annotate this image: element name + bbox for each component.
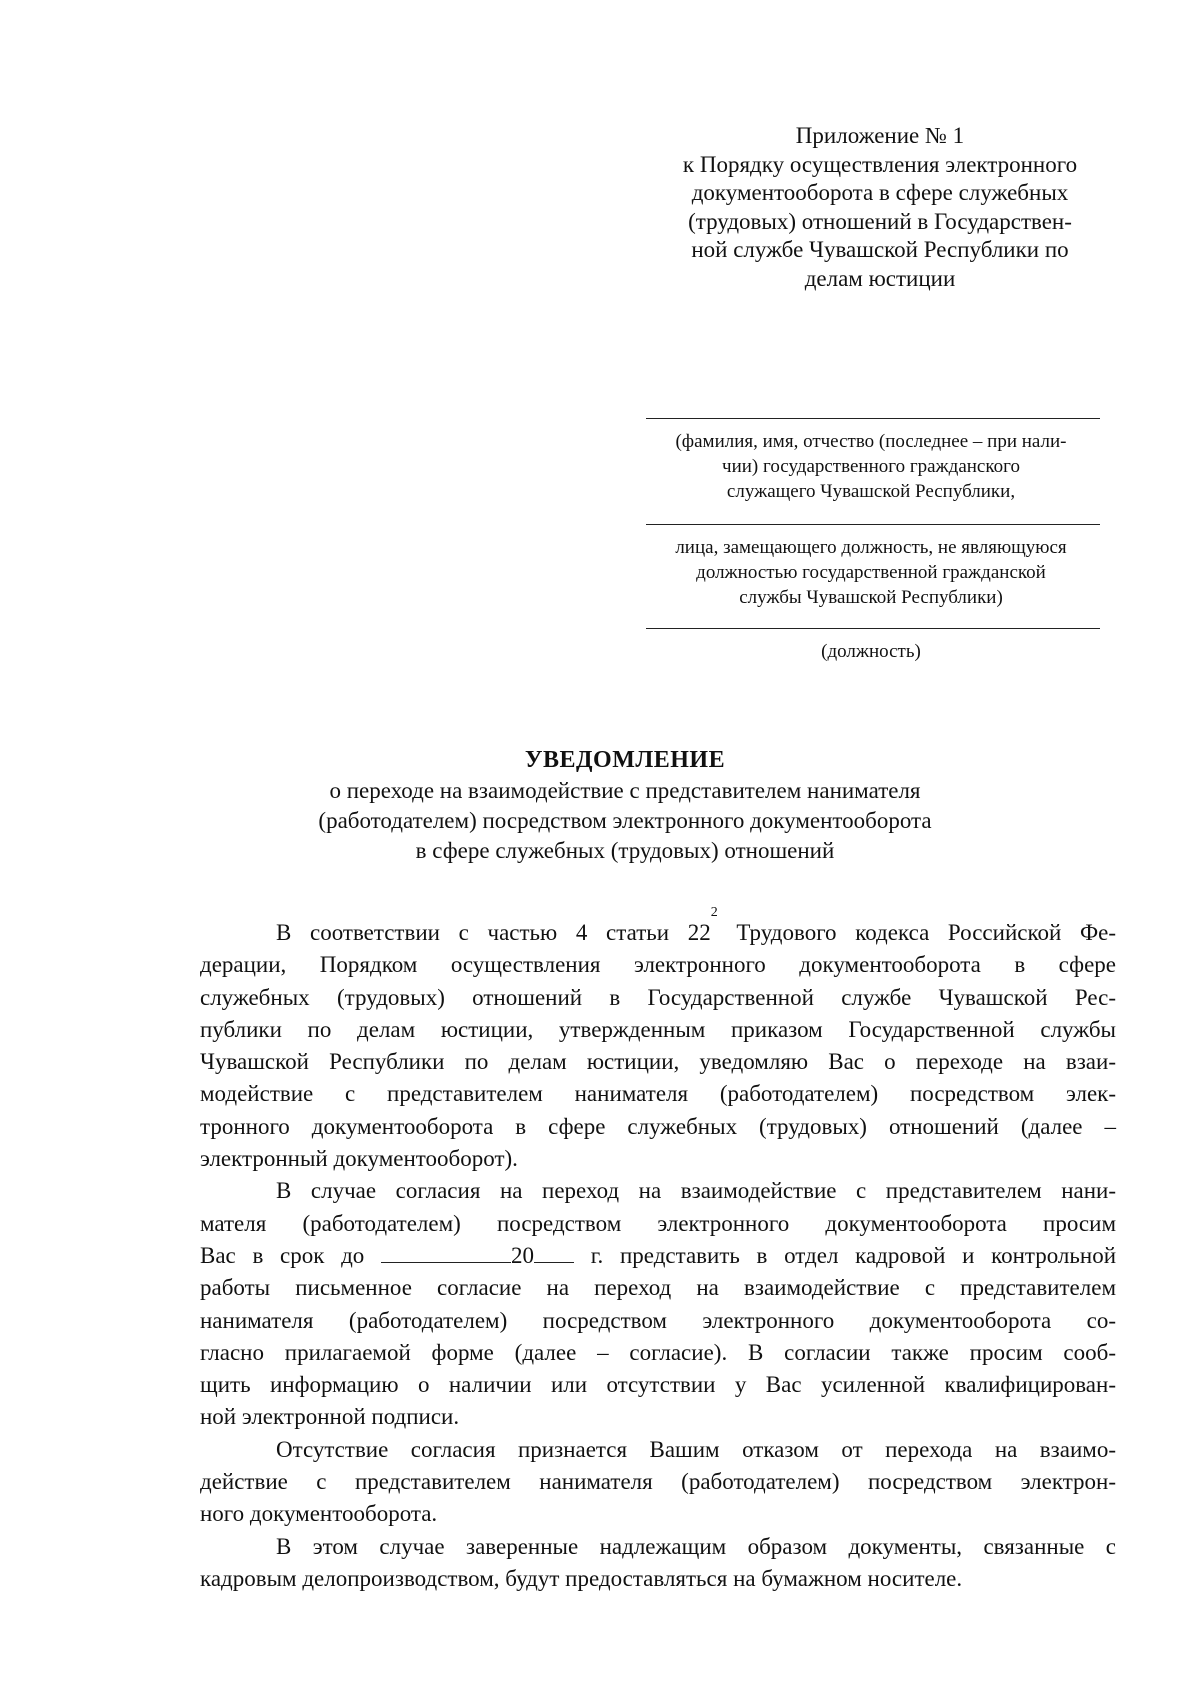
- field-caption: (должность): [821, 641, 921, 662]
- document-subtitle-line: в сфере служебных (трудовых) отношений: [415, 838, 835, 863]
- text-line: В соответствии с частью 4 статьи 22$^2$ Трудового кодекса Российской Фе-: [276, 905, 1116, 945]
- recipient-position-field: [636, 628, 1106, 664]
- text-line: кадровым делопроизводством, будут предоставляться на бумажном носителе.: [200, 1565, 963, 1591]
- fill-in-line: [646, 418, 1100, 419]
- text-line: тронного документооборота в сфере служебных (трудовых) отношений (далее –: [200, 1113, 1116, 1139]
- paragraph-refusal: [200, 1434, 1116, 1531]
- paragraph-paper-documents: [200, 1531, 1116, 1596]
- field-caption: (фамилия, имя, отчество (последнее – при нали- чии) государственного гражданского служащего Чувашской Республики,: [675, 431, 1067, 502]
- text-line: щить информацию о наличии или отсутствии у Вас усиленной квалифицирован-: [200, 1372, 1116, 1398]
- text-line: ной электронной подписи.: [200, 1404, 460, 1430]
- document-subtitle-line: о переходе на взаимодействие с представителем нанимателя: [329, 778, 921, 803]
- text-line: В этом случае заверенные надлежащим образом документы, связанные с: [276, 1533, 1116, 1559]
- text-line: работы письменное согласие на переход на взаимодействие с представителем: [200, 1275, 1116, 1301]
- recipient-name-field: [636, 418, 1106, 504]
- text-line: В случае согласия на переход на взаимодействие с представителем нани-: [276, 1178, 1116, 1204]
- text-line: нанимателя (работодателем) посредством электронного документооборота со-: [200, 1307, 1116, 1333]
- text-line: модействие с представителем нанимателя (работодателем) посредством элек-: [200, 1081, 1116, 1107]
- appendix-line: к Порядку осуществления электронного: [682, 151, 1078, 177]
- text-line: служебных (трудовых) отношений в Государственной службе Чувашской Рес-: [200, 984, 1116, 1010]
- text-line: гласно прилагаемой форме (далее – согласие). В согласии также просим сооб-: [200, 1339, 1116, 1365]
- document-title: УВЕДОМЛЕНИЕ: [524, 747, 726, 773]
- text-line: электронный документооборот).: [200, 1146, 518, 1172]
- appendix-line: (трудовых) отношений в Государствен-: [688, 208, 1072, 234]
- text-line: дерации, Порядком осуществления электронного документооборота в сфере: [200, 952, 1116, 978]
- fill-in-line: [646, 524, 1100, 525]
- text-line: мателя (работодателем) посредством электронного документооборота просим: [200, 1210, 1116, 1236]
- year-blank: [534, 1242, 574, 1263]
- fill-in-line: [646, 628, 1100, 629]
- document-body: [200, 905, 1117, 1595]
- appendix-line: делам юстиции: [804, 265, 956, 291]
- appendix-line: Приложение № 1: [795, 123, 965, 148]
- recipient-category-field: [636, 524, 1106, 610]
- text-line: Вас в срок до 20 г. представить в отдел кадровой и контрольной: [200, 1242, 1117, 1268]
- text-line: действие с представителем нанимателя (работодателем) посредством электрон-: [200, 1469, 1116, 1495]
- text-line: Отсутствие согласия признается Вашим отказом от перехода на взаимо-: [276, 1436, 1116, 1462]
- appendix-line: ной службе Чувашской Республики по: [691, 237, 1069, 262]
- document-title-block: [150, 745, 1100, 866]
- appendix-header: [645, 122, 1115, 293]
- paragraph-legal-basis: [200, 905, 1116, 1175]
- field-caption: лица, замещающего должность, не являющуюся должностью государственной гражданской службы Чувашской Республики): [675, 537, 1067, 608]
- paragraph-consent-request: [200, 1175, 1116, 1433]
- appendix-line: документооборота в сфере служебных: [691, 180, 1069, 205]
- superscript-index: 2: [710, 905, 718, 920]
- text-line: публики по делам юстиции, утвержденным приказом Государственной службы: [200, 1016, 1116, 1042]
- text-line: ного документооборота.: [200, 1501, 438, 1527]
- text-line: Чувашской Республики по делам юстиции, уведомляю Вас о переходе на взаи-: [200, 1049, 1116, 1075]
- date-blank: [381, 1242, 511, 1263]
- document-subtitle-line: (работодателем) посредством электронного документооборота: [318, 808, 932, 833]
